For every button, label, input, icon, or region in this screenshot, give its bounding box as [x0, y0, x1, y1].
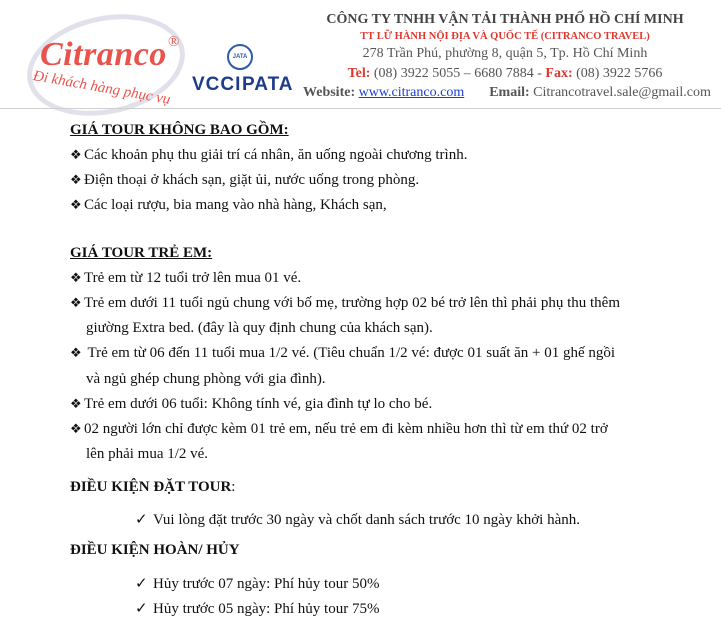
website-label: Website: — [303, 85, 356, 100]
check-icon: ✓ — [135, 576, 148, 592]
logo-registered-mark: ® — [168, 34, 180, 50]
website-link[interactable]: www.citranco.com — [358, 85, 465, 100]
diamond-bullet-icon: ❖ — [70, 345, 82, 360]
email-label: Email: — [489, 85, 530, 100]
diamond-bullet-icon: ❖ — [70, 147, 82, 162]
pata-logo: PATA — [242, 74, 294, 95]
list-item: ❖ Trẻ em từ 06 đến 11 tuổi mua 1/2 vé. (Tiêu chuẩn 1/2 vé: được 01 suất ăn + 01 ghế ngồi — [70, 345, 616, 361]
booking-conditions-title: ĐIỀU KIỆN ĐẶT TOUR: — [70, 479, 236, 495]
tel-value: (08) 3922 5055 – 6680 7884 - — [370, 66, 546, 81]
company-name: CÔNG TY TNHH VẬN TẢI THÀNH PHỐ HỒ CHÍ MINH — [326, 12, 684, 27]
company-address: 278 Trần Phú, phường 8, quận 5, Tp. Hồ Chí Minh — [362, 46, 648, 61]
list-item: ❖ Trẻ em từ 12 tuổi trở lên mua 01 vé. — [70, 270, 302, 286]
list-item-continuation: lên phải mua 1/2 vé. — [86, 446, 209, 462]
vcci-logo: VCCI — [192, 74, 242, 95]
cancellation-conditions-title: ĐIỀU KIỆN HOÀN/ HỦY — [70, 542, 240, 558]
contact-phone-fax — [300, 66, 710, 82]
list-item: ✓ Hủy trước 07 ngày: Phí hủy tour 50% — [135, 576, 380, 592]
company-subtitle: TT LỮ HÀNH NỘI ĐỊA VÀ QUỐC TẾ (CITRANCO TRAVEL) — [360, 31, 650, 42]
children-price-title: GIÁ TOUR TRẺ EM: — [70, 245, 213, 261]
diamond-bullet-icon: ❖ — [70, 295, 82, 310]
check-icon: ✓ — [135, 512, 148, 528]
list-item-continuation: và ngủ ghép chung phòng với gia đình). — [86, 371, 326, 387]
diamond-bullet-icon: ❖ — [70, 396, 82, 411]
fax-value: (08) 3922 5766 — [572, 66, 663, 81]
list-item: ❖ Trẻ em dưới 06 tuổi: Không tính vé, gia đình tự lo cho bé. — [70, 396, 433, 412]
fax-label: Fax: — [545, 66, 573, 81]
diamond-bullet-icon: ❖ — [70, 270, 82, 285]
tel-label: Tel: — [347, 66, 371, 81]
logo-tagline: Đi khách hàng phục vụ — [31, 68, 172, 108]
citranco-logo — [18, 14, 188, 114]
logo-name: Citranco — [40, 36, 167, 73]
diamond-bullet-icon: ❖ — [70, 172, 82, 187]
list-item: ❖ Các khoản phụ thu giải trí cá nhân, ăn uống ngoài chương trình. — [70, 147, 468, 163]
diamond-bullet-icon: ❖ — [70, 421, 82, 436]
list-item: ❖ Các loại rượu, bia mang vào nhà hàng, Khách sạn, — [70, 197, 387, 213]
not-included-title: GIÁ TOUR KHÔNG BAO GỒM: — [70, 122, 289, 138]
list-item: ✓ Hủy trước 05 ngày: Phí hủy tour 75% — [135, 601, 380, 617]
list-item: ❖ 02 người lớn chỉ được kèm 01 trẻ em, nếu trẻ em đi kèm nhiều hơn thì từ em thứ 02 trở — [70, 421, 608, 437]
list-item-continuation: giường Extra bed. (đây là quy định chung của khách sạn). — [86, 320, 433, 336]
header-divider — [0, 108, 721, 109]
list-item: ✓ Vui lòng đặt trước 30 ngày và chốt danh sách trước 10 ngày khởi hành. — [135, 512, 580, 528]
check-icon: ✓ — [135, 601, 148, 617]
contact-web-email — [303, 85, 721, 101]
diamond-bullet-icon: ❖ — [70, 197, 82, 212]
list-item: ❖ Trẻ em dưới 11 tuổi ngủ chung với bố mẹ, trường hợp 02 bé trở lên thì phải phụ thu thêm — [70, 295, 621, 311]
jata-logo-icon: JATA — [227, 44, 253, 70]
email-value: Citrancotravel.sale@gmail.com — [529, 85, 711, 100]
list-item: ❖ Điện thoại ở khách sạn, giặt ủi, nước uống trong phòng. — [70, 172, 420, 188]
